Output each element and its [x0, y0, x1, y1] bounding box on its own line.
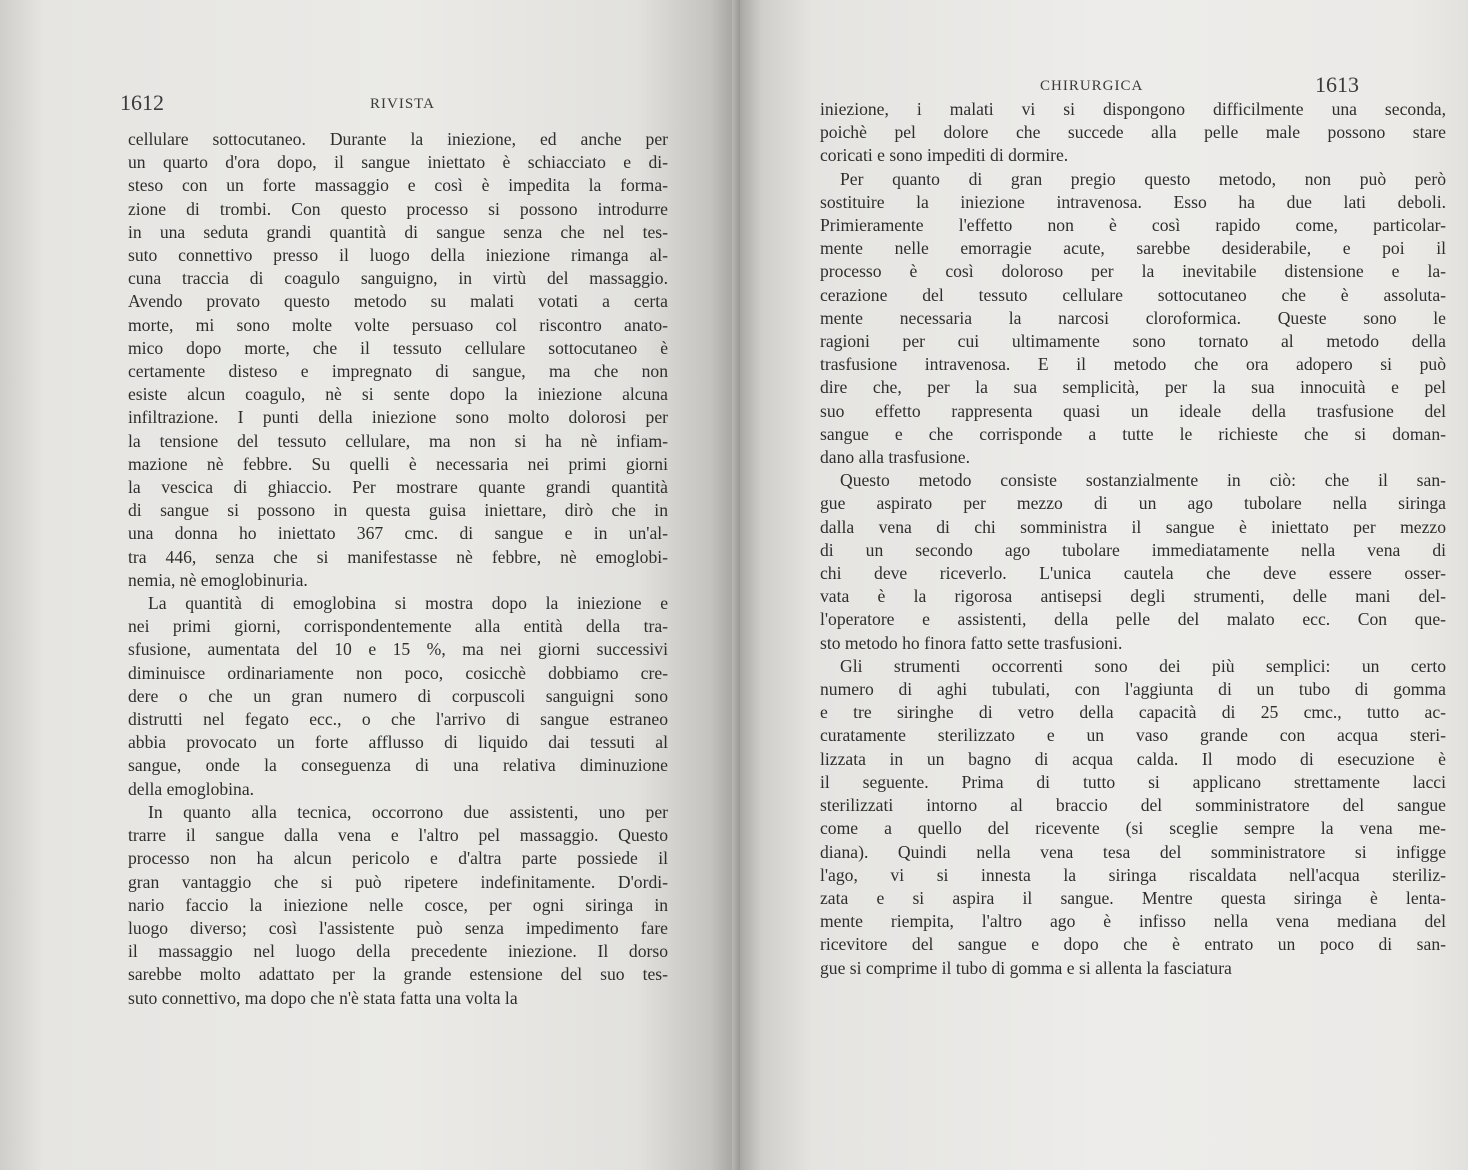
text-line: trasfusione intravenosa. E il metodo che ora adopero si può [820, 354, 1446, 375]
text-line: Gli strumenti occorrenti sono dei più semplici: un certo [840, 655, 1446, 676]
right-body-text [820, 98, 1446, 980]
text-line: mente nelle emorragie acute, sarebbe desiderabile, e poi il [820, 238, 1446, 259]
text-line: certamente disteso e impregnato di sangue, ma che non [128, 361, 668, 382]
text-line: vata è la rigorosa antisepsi degli strumenti, delle mani del- [820, 586, 1446, 607]
text-line: suo effetto rappresenta quasi un ideale della trasfusione del [820, 400, 1446, 421]
text-line: dere o che un gran numero di corpuscoli sanguigni sono [128, 685, 668, 706]
text-line: Avendo provato questo metodo su malati votati a certa [128, 291, 668, 312]
running-title-left: RIVISTA [370, 96, 435, 112]
text-line: come a quello del ricevente (si sceglie sempre la vena me- [820, 818, 1446, 839]
text-line: sangue e che corrisponde a tutte le richieste che si doman- [820, 423, 1446, 444]
text-line: steso con un forte massaggio e così è impedita la forma- [128, 175, 668, 196]
text-line: suto connettivo, ma dopo che n'è stata fatta una volta la [128, 987, 518, 1008]
text-line: zione di trombi. Con questo processo si possono introdurre [128, 198, 668, 219]
right-page [740, 0, 1468, 1170]
text-line: processo è così doloroso per la inevitabile distensione e la- [820, 261, 1446, 282]
text-line: numero di aghi tubulati, con l'aggiunta di un tubo di gomma [820, 679, 1446, 700]
text-line: zata e si aspira il sangue. Mentre questa siringa è lenta- [820, 887, 1446, 908]
text-line: della emoglobina. [128, 778, 255, 799]
text-line: sangue, onde la conseguenza di una relativa diminuzione [128, 755, 668, 776]
text-line: dalla vena di chi somministra il sangue è iniettato per mezzo [820, 516, 1446, 537]
text-line: distrutti nel fegato ecc., o che l'arrivo di sangue estraneo [128, 709, 668, 730]
text-line: processo non ha alcun pericolo e d'altra parte possiede il [128, 848, 668, 869]
text-line: lizzata in un bagno di acqua calda. Il modo di esecuzione è [820, 748, 1446, 769]
text-line: cuna traccia di coagulo sanguigno, in virtù del massaggio. [128, 268, 668, 289]
text-line: luogo diverso; così l'assistente può senza impedimento fare [128, 917, 668, 938]
text-line: dano alla trasfusione. [820, 447, 970, 468]
text-line: Primieramente l'effetto non è così rapido come, particolar- [820, 215, 1446, 236]
text-line: abbia provocato un forte afflusso di liquido dai tessuti al [128, 732, 668, 753]
text-line: esiste alcun coagulo, nè si sente dopo la iniezione alcuna [128, 384, 668, 405]
text-line: mazione nè febbre. Su quelli è necessaria nei primi giorni [128, 453, 668, 474]
text-line: La quantità di emoglobina si mostra dopo la iniezione e [148, 593, 668, 614]
text-line: gue aspirato per mezzo di un ago tubolare nella siringa [820, 493, 1446, 514]
text-line: sfusione, aumentata del 10 e 15 %, ma nei giorni successivi [128, 639, 668, 660]
text-line: coricati e sono impediti di dormire. [820, 145, 1069, 166]
text-line: suto connettivo presso il luogo della iniezione rimanga al- [128, 245, 668, 266]
text-line: nario faccio la iniezione nelle cosce, per ogni siringa in [128, 894, 668, 915]
text-line: poichè pel dolore che succede alla pelle male possono stare [820, 122, 1446, 143]
text-line: Questo metodo consiste sostanzialmente in ciò: che il san- [840, 470, 1446, 491]
text-line: Per quanto di gran pregio questo metodo, non può però [840, 168, 1446, 189]
text-line: ricevitore del sangue e dopo che è entrato un poco di san- [820, 934, 1446, 955]
left-body-text [128, 128, 668, 1010]
text-line: cerazione del tessuto cellulare sottocutaneo che è assoluta- [820, 284, 1446, 305]
text-line: gue si comprime il tubo di gomma e si allenta la fasciatura [820, 957, 1232, 978]
text-line: ragioni per cui ultimamente sono tornato al metodo della [820, 331, 1446, 352]
text-line: iniezione, i malati vi si dispongono difficilmente una seconda, [820, 99, 1446, 119]
text-line: sto metodo ho finora fatto sette trasfusioni. [820, 632, 1123, 653]
running-title-right: CHIRURGICA [1040, 78, 1144, 94]
text-line: sarebbe molto adattato per la grande estensione del suo tes- [128, 964, 668, 985]
text-line: di un secondo ago tubolare immediatamente nella vena di [820, 539, 1446, 560]
text-line: mente riempita, l'altro ago è infisso nella vena mediana del [820, 911, 1446, 932]
text-line: diminuisce ordinariamente non poco, cosicchè dobbiamo cre- [128, 662, 668, 683]
text-line: tra 446, senza che si manifestasse nè febbre, nè emoglobi- [128, 546, 668, 567]
text-line: la tensione del tessuto cellulare, ma non si ha nè infiam- [128, 430, 668, 451]
text-line: infiltrazione. I punti della iniezione sono molto dolorosi per [128, 407, 668, 428]
text-line: nemia, nè emoglobinuria. [128, 569, 308, 590]
text-line: e tre siringhe di vetro della capacità di 25 cmc., tutto ac- [820, 702, 1446, 723]
text-line: sterilizzati intorno al braccio del somministratore del sangue [820, 795, 1446, 816]
text-line: in una seduta grandi quantità di sangue senza che nel tes- [128, 221, 668, 242]
text-line: gran vantaggio che si può ripetere indefinitamente. D'ordi- [128, 871, 668, 892]
text-line: curatamente sterilizzato e un vaso grande con acqua steri- [820, 725, 1446, 746]
page-number-left: 1612 [120, 90, 164, 115]
text-line: In quanto alla tecnica, occorrono due assistenti, uno per [148, 801, 668, 822]
text-line: la vescica di ghiaccio. Per mostrare quante grandi quantità [128, 477, 668, 498]
text-line: dire che, per la sua semplicità, per la sua innocuità e pel [820, 377, 1446, 398]
text-line: una donna ho iniettato 367 cmc. di sangue e in un'al- [128, 523, 668, 544]
text-line: chi deve riceverlo. L'unica cautela che deve essere osser- [820, 563, 1446, 584]
text-line: un quarto d'ora dopo, il sangue iniettato è schiacciato e di- [128, 152, 668, 173]
page-number-right: 1613 [1315, 72, 1359, 97]
text-line: mico dopo morte, che il tessuto cellulare sottocutaneo è [128, 337, 668, 358]
text-line: trarre il sangue dalla vena e l'altro pel massaggio. Questo [128, 825, 668, 846]
text-line: il seguente. Prima di tutto si applicano strettamente lacci [820, 771, 1446, 792]
text-line: diana). Quindi nella vena tesa del somministratore si infigge [820, 841, 1446, 862]
text-line: mente necessaria la narcosi cloroformica. Queste sono le [820, 307, 1446, 328]
text-line: sostituire la iniezione intravenosa. Esso ha due lati deboli. [820, 191, 1446, 212]
text-line: l'ago, vi si innesta la siringa riscaldata nell'acqua steriliz- [820, 864, 1446, 885]
text-line: cellulare sottocutaneo. Durante la iniezione, ed anche per [128, 129, 668, 149]
text-line: il massaggio nel luogo della precedente iniezione. Il dorso [128, 941, 668, 962]
text-line: l'operatore e assistenti, della pelle del malato ecc. Con que- [820, 609, 1446, 630]
text-line: nei primi giorni, corrispondentemente alla entità della tra- [128, 616, 668, 637]
text-line: morte, mi sono molte volte persuaso col riscontro anato- [128, 314, 668, 335]
text-line: di sangue si possono in questa guisa iniettare, dirò che in [128, 500, 668, 521]
